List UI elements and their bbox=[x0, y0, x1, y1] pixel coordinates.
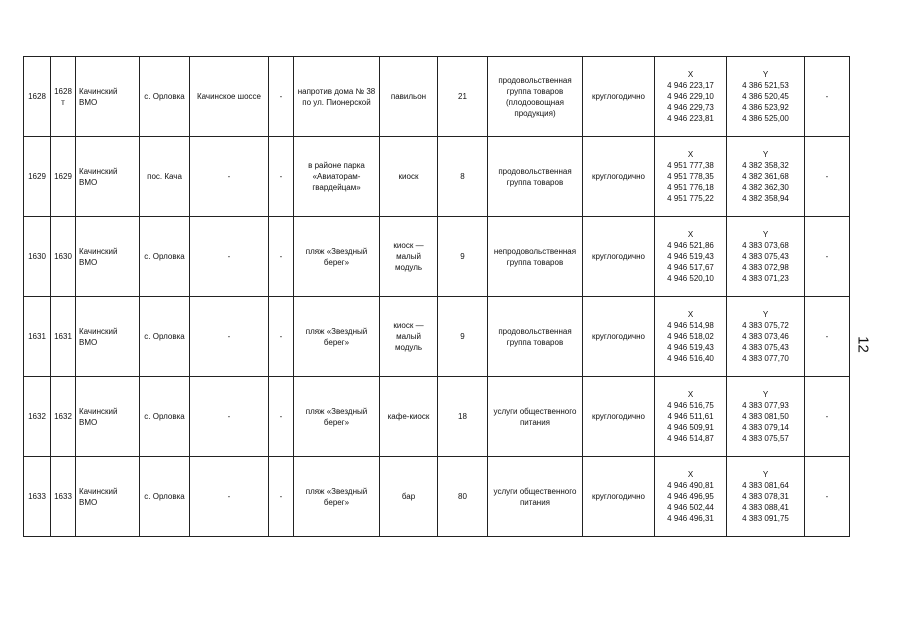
x-coordinate-header: X bbox=[687, 230, 694, 239]
x-coordinate-value: 4 946 520,10 bbox=[667, 274, 714, 283]
x-coordinate-value: 4 946 519,43 bbox=[667, 343, 714, 352]
y-coordinate-value: 4 383 072,98 bbox=[742, 263, 789, 272]
row-number-cell: 1631 bbox=[24, 297, 51, 377]
x-coordinate-header: X bbox=[687, 150, 694, 159]
specialization-cell: продовольственная группа товаров bbox=[488, 297, 583, 377]
locality-cell: с. Орловка bbox=[140, 217, 190, 297]
y-coordinate-value: 4 386 521,53 bbox=[742, 81, 789, 90]
landmark-cell: пляж «Звездный берег» bbox=[294, 297, 380, 377]
area-cell: 80 bbox=[438, 457, 488, 537]
y-coordinate-header: Y bbox=[762, 310, 769, 319]
table-row bbox=[24, 297, 850, 377]
x-coordinate-value: 4 946 229,10 bbox=[667, 92, 714, 101]
x-coordinate-value: 4 951 776,18 bbox=[667, 183, 714, 192]
row-number-cell: 1632 bbox=[24, 377, 51, 457]
x-coordinate-value: 4 946 509,91 bbox=[667, 423, 714, 432]
y-coordinates-cell bbox=[727, 57, 805, 137]
x-coordinate-value: 4 946 518,02 bbox=[667, 332, 714, 341]
period-cell: круглогодично bbox=[583, 217, 655, 297]
y-coordinate-value: 4 383 081,64 bbox=[742, 481, 789, 490]
x-coordinates-cell bbox=[655, 137, 727, 217]
row-number-cell: 1628 bbox=[24, 57, 51, 137]
y-coordinate-header: Y bbox=[762, 150, 769, 159]
registry-number-cell: 1629 bbox=[51, 137, 76, 217]
row-number-cell: 1633 bbox=[24, 457, 51, 537]
registry-number-cell: 1630 bbox=[51, 217, 76, 297]
y-coordinate-value: 4 383 091,75 bbox=[742, 514, 789, 523]
y-coordinate-value: 4 382 361,68 bbox=[742, 172, 789, 181]
specialization-cell: продовольственная группа товаров (плодоовощная продукция) bbox=[488, 57, 583, 137]
y-coordinate-header: Y bbox=[762, 390, 769, 399]
note-cell: - bbox=[805, 297, 850, 377]
landmark-cell: в районе парка «Авиаторам-гвардейцам» bbox=[294, 137, 380, 217]
landmark-cell: пляж «Звездный берег» bbox=[294, 377, 380, 457]
x-coordinate-value: 4 946 502,44 bbox=[667, 503, 714, 512]
x-coordinate-value: 4 946 229,73 bbox=[667, 103, 714, 112]
x-coordinate-value: 4 946 516,75 bbox=[667, 401, 714, 410]
row-number-cell: 1629 bbox=[24, 137, 51, 217]
period-cell: круглогодично bbox=[583, 297, 655, 377]
area-cell: 21 bbox=[438, 57, 488, 137]
object-type-cell: киоск bbox=[380, 137, 438, 217]
street-cell: - bbox=[190, 137, 269, 217]
district-cell: Качинский ВМО bbox=[76, 457, 140, 537]
y-coordinate-value: 4 386 523,92 bbox=[742, 103, 789, 112]
period-cell: круглогодично bbox=[583, 377, 655, 457]
x-coordinate-header: X bbox=[687, 470, 694, 479]
y-coordinate-value: 4 383 077,70 bbox=[742, 354, 789, 363]
x-coordinate-value: 4 951 775,22 bbox=[667, 194, 714, 203]
district-cell: Качинский ВМО bbox=[76, 217, 140, 297]
period-cell: круглогодично bbox=[583, 457, 655, 537]
table-row bbox=[24, 217, 850, 297]
house-cell: - bbox=[269, 297, 294, 377]
x-coordinate-header: X bbox=[687, 390, 694, 399]
x-coordinate-header: X bbox=[687, 310, 694, 319]
registry-number-cell: 1628т bbox=[51, 57, 76, 137]
y-coordinates-cell bbox=[727, 137, 805, 217]
table-row bbox=[24, 457, 850, 537]
x-coordinate-value: 4 951 777,38 bbox=[667, 161, 714, 170]
street-cell: - bbox=[190, 217, 269, 297]
landmark-cell: пляж «Звездный берег» bbox=[294, 457, 380, 537]
specialization-cell: услуги общественного питания bbox=[488, 377, 583, 457]
y-coordinate-value: 4 383 075,43 bbox=[742, 252, 789, 261]
object-type-cell: кафе-киоск bbox=[380, 377, 438, 457]
y-coordinate-value: 4 383 075,43 bbox=[742, 343, 789, 352]
x-coordinates-cell bbox=[655, 217, 727, 297]
period-cell: круглогодично bbox=[583, 57, 655, 137]
x-coordinate-value: 4 946 496,31 bbox=[667, 514, 714, 523]
house-cell: - bbox=[269, 457, 294, 537]
x-coordinate-value: 4 946 514,87 bbox=[667, 434, 714, 443]
object-type-cell: павильон bbox=[380, 57, 438, 137]
x-coordinate-value: 4 946 519,43 bbox=[667, 252, 714, 261]
page-number: 12 bbox=[854, 336, 872, 353]
y-coordinate-value: 4 383 077,93 bbox=[742, 401, 789, 410]
x-coordinate-value: 4 946 496,95 bbox=[667, 492, 714, 501]
house-cell: - bbox=[269, 137, 294, 217]
registry-number-cell: 1632 bbox=[51, 377, 76, 457]
specialization-cell: непродовольственная группа товаров bbox=[488, 217, 583, 297]
landmark-cell: напротив дома № 38 по ул. Пионерской bbox=[294, 57, 380, 137]
x-coordinates-cell bbox=[655, 457, 727, 537]
object-type-cell: киоск — малый модуль bbox=[380, 297, 438, 377]
locality-cell: пос. Кача bbox=[140, 137, 190, 217]
locality-cell: с. Орловка bbox=[140, 457, 190, 537]
x-coordinates-cell bbox=[655, 297, 727, 377]
street-cell: - bbox=[190, 297, 269, 377]
district-cell: Качинский ВМО bbox=[76, 137, 140, 217]
note-cell: - bbox=[805, 137, 850, 217]
object-type-cell: киоск — малый модуль bbox=[380, 217, 438, 297]
y-coordinate-value: 4 383 071,23 bbox=[742, 274, 789, 283]
y-coordinate-value: 4 383 073,68 bbox=[742, 241, 789, 250]
specialization-cell: продовольственная группа товаров bbox=[488, 137, 583, 217]
y-coordinate-value: 4 382 362,30 bbox=[742, 183, 789, 192]
x-coordinate-value: 4 946 223,17 bbox=[667, 81, 714, 90]
street-cell: Качинское шоссе bbox=[190, 57, 269, 137]
area-cell: 9 bbox=[438, 297, 488, 377]
locality-cell: с. Орловка bbox=[140, 377, 190, 457]
y-coordinate-value: 4 383 088,41 bbox=[742, 503, 789, 512]
table-body bbox=[24, 57, 850, 537]
specialization-cell: услуги общественного питания bbox=[488, 457, 583, 537]
locality-cell: с. Орловка bbox=[140, 57, 190, 137]
x-coordinate-value: 4 946 223,81 bbox=[667, 114, 714, 123]
x-coordinate-header: X bbox=[687, 70, 694, 79]
y-coordinate-value: 4 382 358,32 bbox=[742, 161, 789, 170]
table-row bbox=[24, 57, 850, 137]
street-cell: - bbox=[190, 377, 269, 457]
y-coordinate-value: 4 386 520,45 bbox=[742, 92, 789, 101]
x-coordinates-cell bbox=[655, 57, 727, 137]
y-coordinates-cell bbox=[727, 297, 805, 377]
area-cell: 18 bbox=[438, 377, 488, 457]
x-coordinate-value: 4 946 490,81 bbox=[667, 481, 714, 490]
y-coordinate-header: Y bbox=[762, 470, 769, 479]
area-cell: 9 bbox=[438, 217, 488, 297]
note-cell: - bbox=[805, 457, 850, 537]
street-cell: - bbox=[190, 457, 269, 537]
y-coordinate-value: 4 383 073,46 bbox=[742, 332, 789, 341]
note-cell: - bbox=[805, 217, 850, 297]
note-cell: - bbox=[805, 377, 850, 457]
x-coordinate-value: 4 946 521,86 bbox=[667, 241, 714, 250]
y-coordinate-value: 4 383 081,50 bbox=[742, 412, 789, 421]
house-cell: - bbox=[269, 57, 294, 137]
x-coordinate-value: 4 951 778,35 bbox=[667, 172, 714, 181]
y-coordinate-value: 4 383 075,57 bbox=[742, 434, 789, 443]
district-cell: Качинский ВМО bbox=[76, 297, 140, 377]
y-coordinate-value: 4 383 079,14 bbox=[742, 423, 789, 432]
y-coordinate-header: Y bbox=[762, 70, 769, 79]
landmark-cell: пляж «Звездный берег» bbox=[294, 217, 380, 297]
table-row bbox=[24, 377, 850, 457]
table-row bbox=[24, 137, 850, 217]
x-coordinate-value: 4 946 517,67 bbox=[667, 263, 714, 272]
registry-number-cell: 1633 bbox=[51, 457, 76, 537]
registry-number-cell: 1631 bbox=[51, 297, 76, 377]
y-coordinate-value: 4 383 078,31 bbox=[742, 492, 789, 501]
x-coordinate-value: 4 946 511,61 bbox=[667, 412, 714, 421]
y-coordinate-header: Y bbox=[762, 230, 769, 239]
y-coordinate-value: 4 382 358,94 bbox=[742, 194, 789, 203]
house-cell: - bbox=[269, 377, 294, 457]
district-cell: Качинский ВМО bbox=[76, 377, 140, 457]
y-coordinates-cell bbox=[727, 457, 805, 537]
y-coordinate-value: 4 383 075,72 bbox=[742, 321, 789, 330]
note-cell: - bbox=[805, 57, 850, 137]
house-cell: - bbox=[269, 217, 294, 297]
locality-cell: с. Орловка bbox=[140, 297, 190, 377]
area-cell: 8 bbox=[438, 137, 488, 217]
row-number-cell: 1630 bbox=[24, 217, 51, 297]
y-coordinates-cell bbox=[727, 377, 805, 457]
period-cell: круглогодично bbox=[583, 137, 655, 217]
object-type-cell: бар bbox=[380, 457, 438, 537]
x-coordinate-value: 4 946 516,40 bbox=[667, 354, 714, 363]
y-coordinates-cell bbox=[727, 217, 805, 297]
district-cell: Качинский ВМО bbox=[76, 57, 140, 137]
x-coordinate-value: 4 946 514,98 bbox=[667, 321, 714, 330]
y-coordinate-value: 4 386 525,00 bbox=[742, 114, 789, 123]
trade-objects-table bbox=[23, 56, 850, 537]
x-coordinates-cell bbox=[655, 377, 727, 457]
